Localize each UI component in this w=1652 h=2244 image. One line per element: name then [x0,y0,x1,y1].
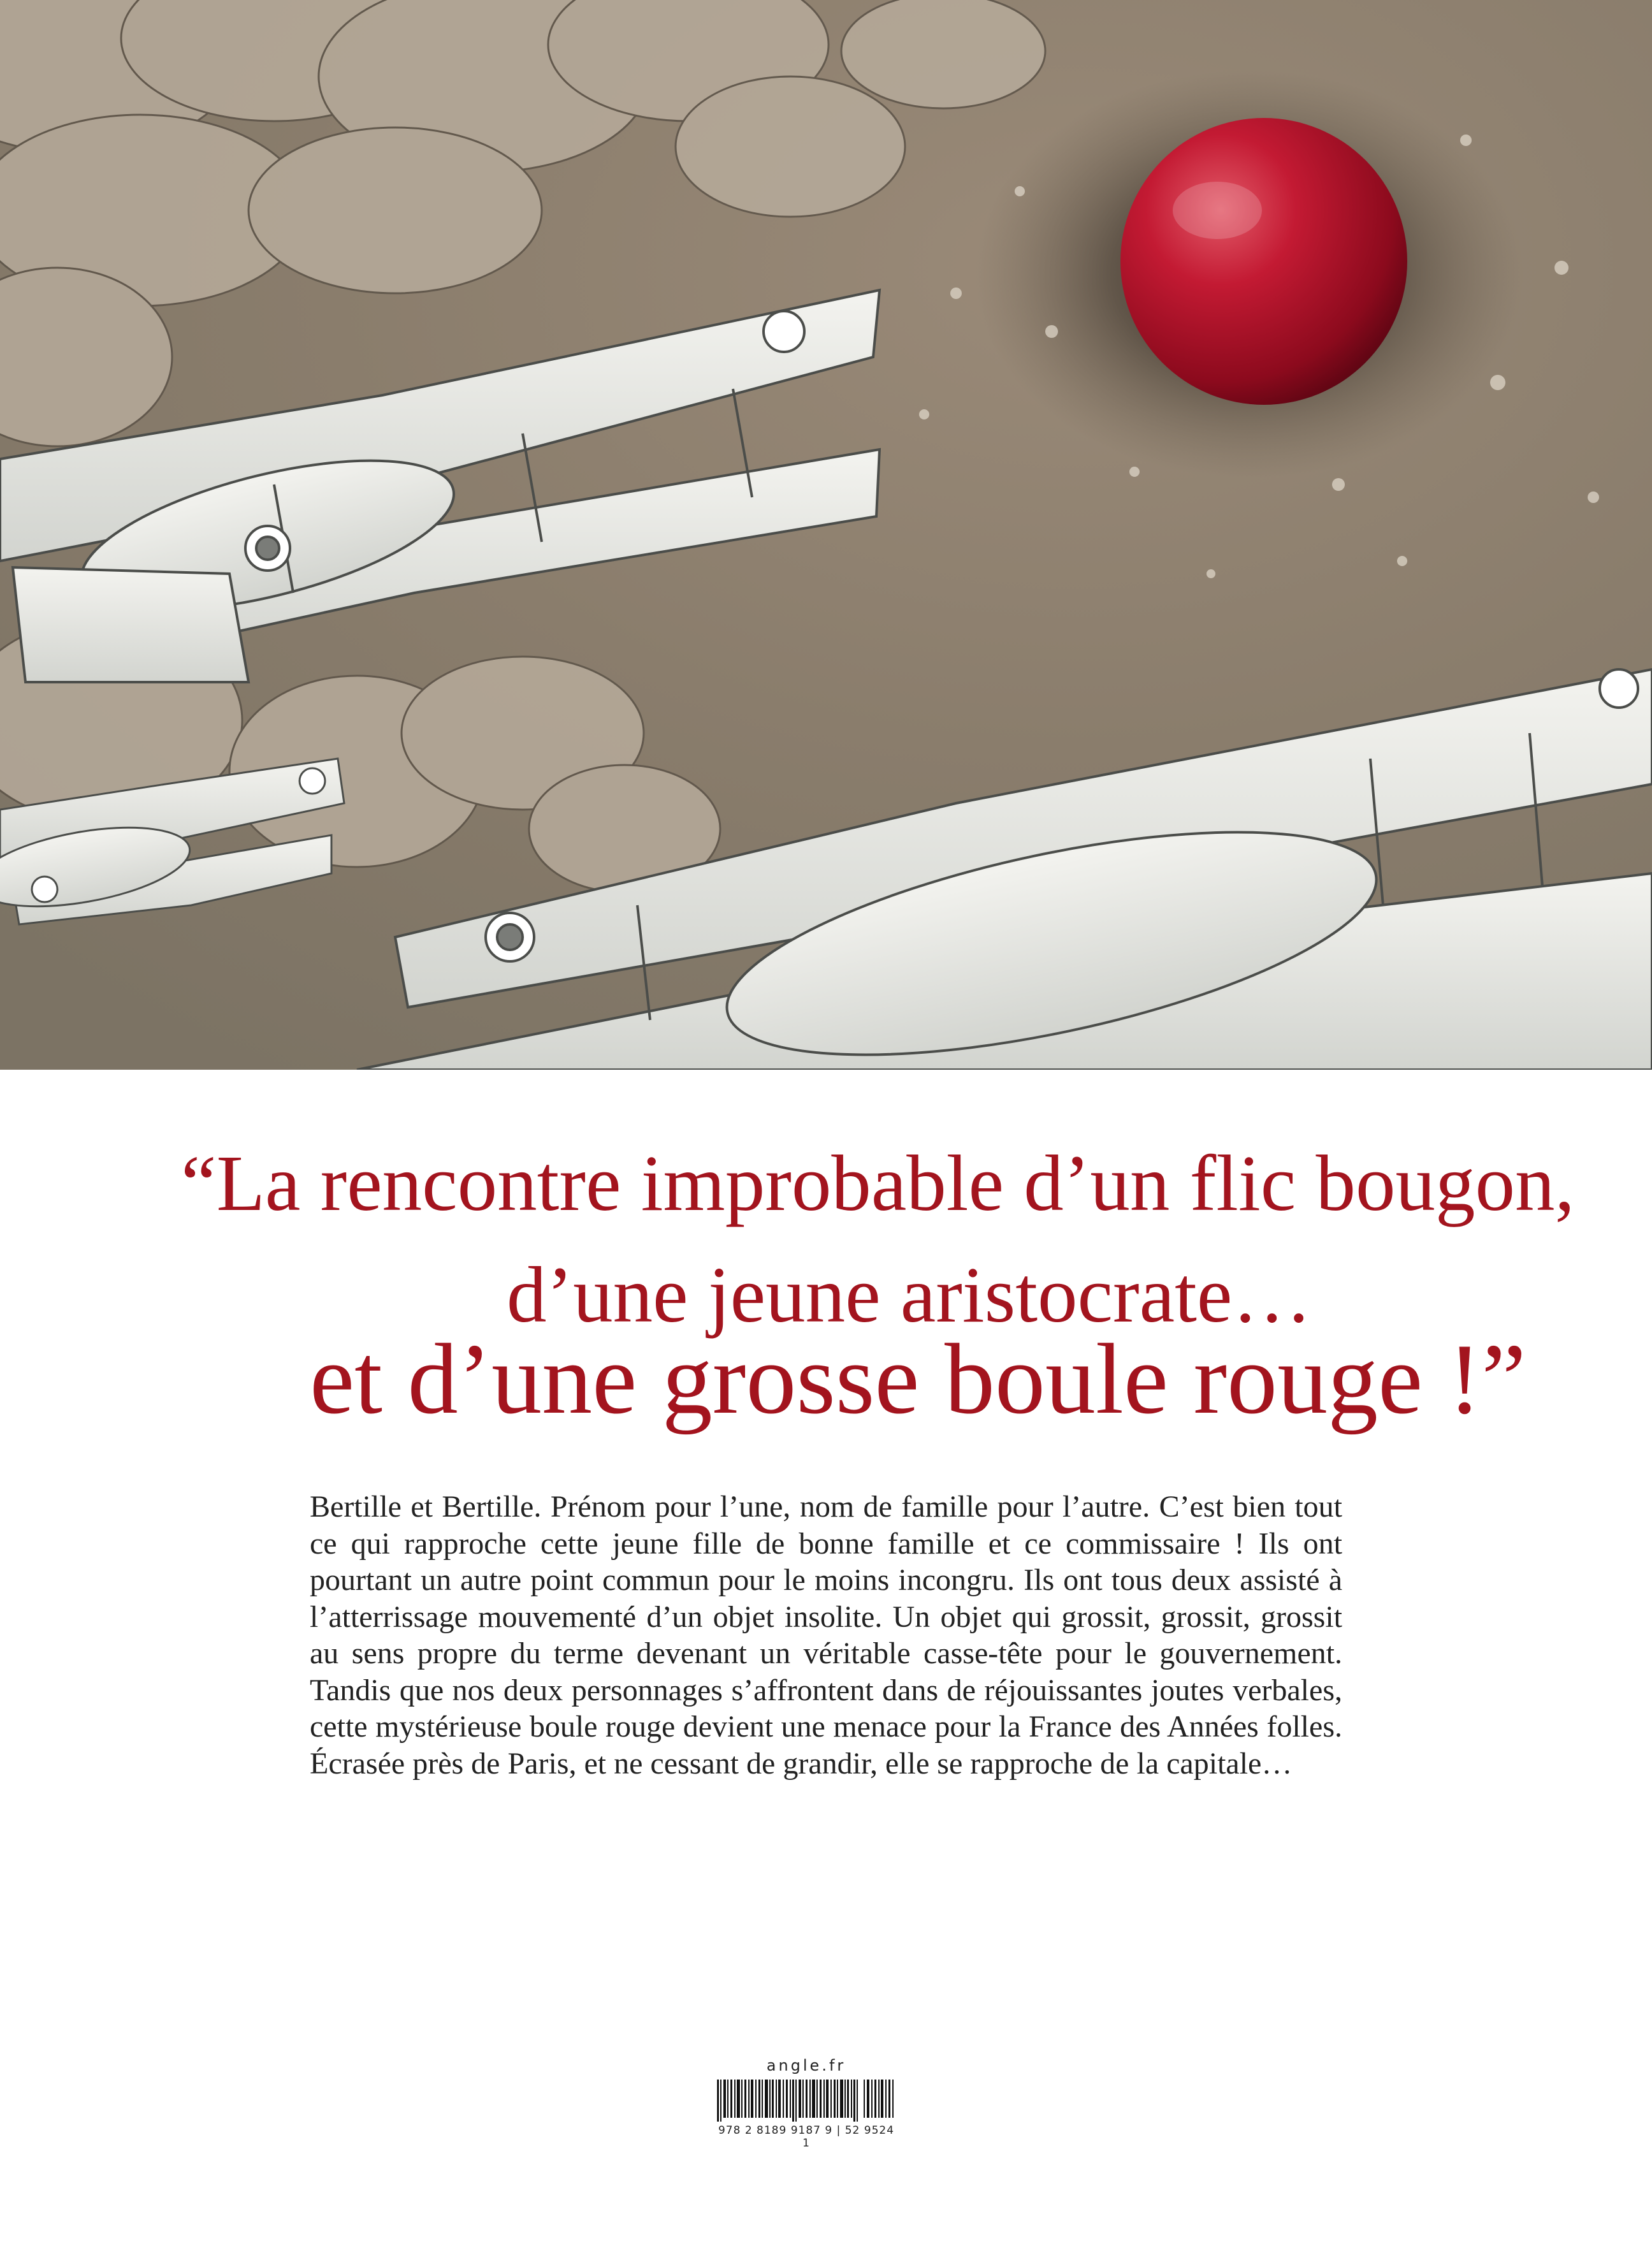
quote-line-3: et d’une grosse boule rouge !” [310,1323,1526,1435]
synopsis-text: Bertille et Bertille. Prénom pour l’une, nom de famille pour l’autre. C’est bien tout ce qui rapproche cette jeune fille de bonne famille et ce commissaire ! Ils ont pourtant un autre point commun pour le moins incongru. Ils ont tous deux assisté à l’atterrissage mouvementé d’un objet insolite. Un objet qui grossit, grossit, grossit au sens propre du terme devenant un véritable casse-tête pour le gouvernement. Tandis que nos deux personnages s’affrontent dans de réjouissantes joutes verbales, cette mystérieuse boule rouge devient une menace pour la France des Années folles. Écrasée près de Paris, et ne cessant de grandir, elle se rapproche de la capitale… [310,1490,1342,1781]
quote-line-2: d’une jeune aristocrate… [507,1251,1312,1339]
barcode [717,2080,895,2122]
publisher-url: angle.fr [766,2057,846,2074]
quote-line-1: “La rencontre improbable d’un flic bougon, [181,1140,1575,1228]
cover-illustration [0,0,1652,1070]
isbn-number: 978 2 8189 9187 9 | 52 9524 1 [718,2124,895,2150]
red-sphere [1120,118,1407,405]
